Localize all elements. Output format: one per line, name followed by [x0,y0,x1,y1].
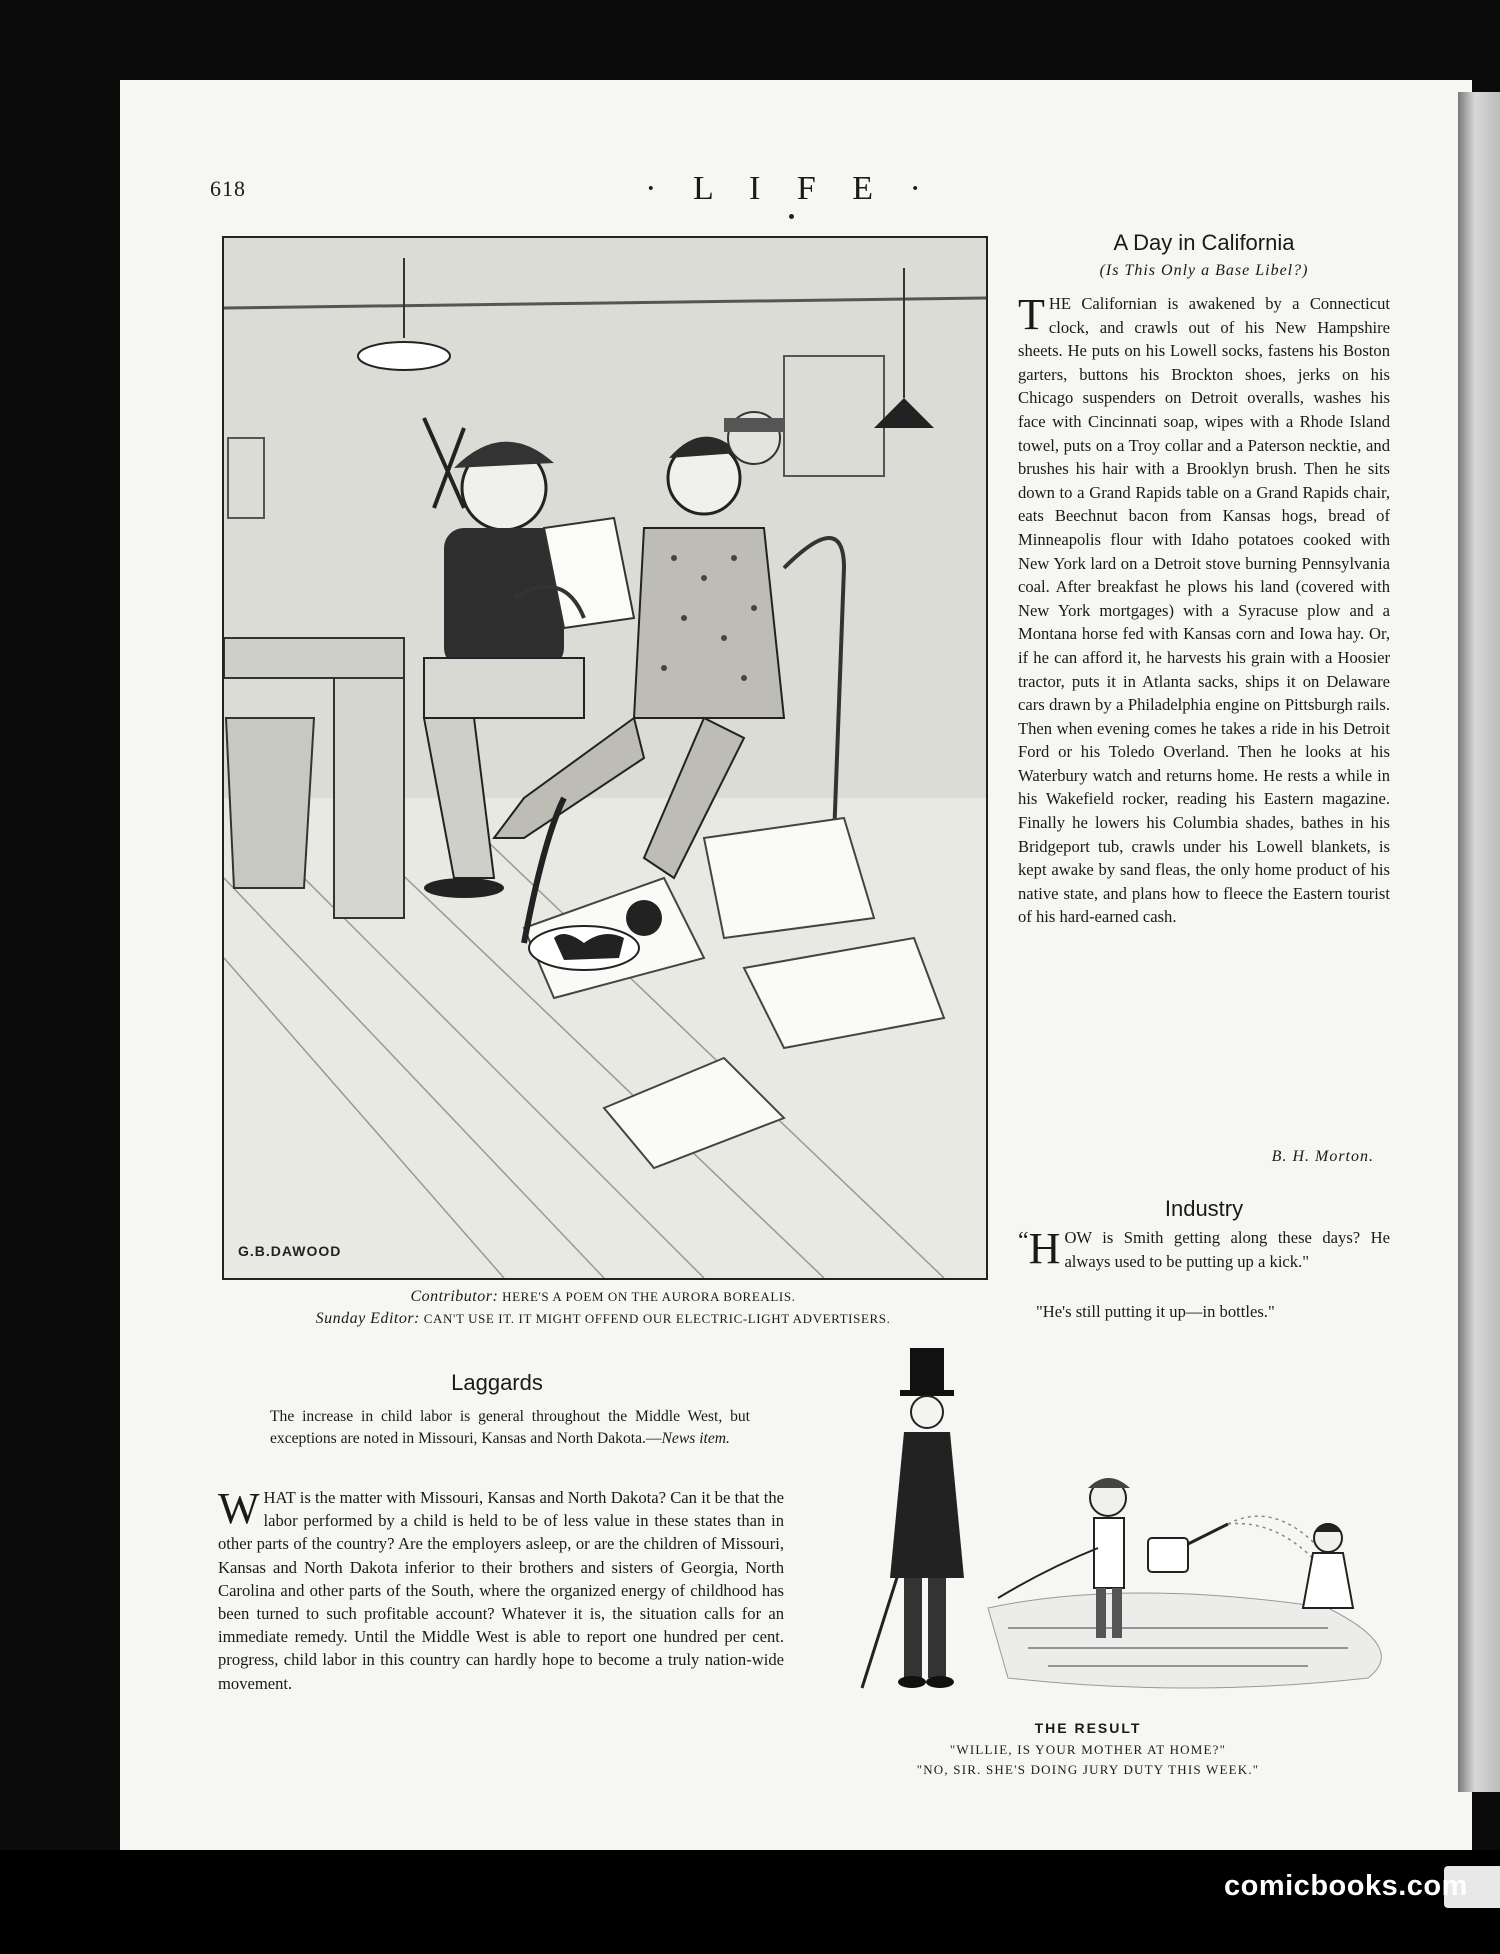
page-number: 618 [210,176,246,201]
california-byline: B. H. Morton. [1271,1148,1374,1165]
result-illustration [808,1348,1438,1718]
caption-speaker-1: Contributor: [410,1288,499,1305]
laggards-quote-source: News item. [661,1430,730,1447]
industry-dropcap: H [1028,1224,1061,1273]
masthead-title: · L I F E · [645,170,935,207]
caption-line-2 [222,1310,984,1328]
watermark-text: comicbooks.com [1224,1870,1468,1902]
result-caption-title: THE RESULT [1034,1720,1142,1736]
industry-article [1018,1226,1390,1273]
laggards-article [218,1486,784,1695]
laggards-body: HAT is the matter with Missouri, Kansas and North Dakota? Can it be that the labor performed by a child is held to be of less value in these states than in other parts of the country? Are the employers asleep, or are the children of Missouri, Kansas and North Dakota inferior to their brothers and sisters of Georgia, North Carolina and other parts of the South, where the organized energy of childhood has been turned to such profitable account? Whatever it is, the situation calls for an immediate remedy. Until the Middle West is able to report one hundred per cent. progress, child labor in this country can hardly hope to become a truly nation-wide movement. [218,1488,784,1693]
california-dropcap: T [1018,290,1045,339]
industry-reply: "He's still putting it up—in bottles." [1036,1302,1275,1321]
caption-text-1: HERE'S A POEM ON THE AURORA BOREALIS. [502,1289,796,1304]
caption-text-2: CAN'T USE IT. IT MIGHT OFFEND OUR ELECTRIC-LIGHT ADVERTISERS. [423,1311,891,1326]
result-caption-line-2: "NO, SIR. SHE'S DOING JURY DUTY THIS WEEK." [916,1762,1260,1777]
caption-speaker-2: Sunday Editor: [315,1310,420,1327]
industry-open-quote: “ [1018,1228,1029,1254]
artist-signature: G.B.DAWOOD [238,1243,342,1259]
california-body: HE Californian is awakened by a Connecticut clock, and crawls out of his New Hampshire sheets. He puts on his Lowell socks, fastens his Boston garters, buttons his Brockton shoes, jerks on his Chicago suspenders on Detroit overalls, washes his face with Cincinnati soap, wipes with a Rhode Island towel, puts on a Troy collar and a Paterson necktie, and brushes his hair with a Brooklyn brush. Then he sits down to a Grand Rapids table on a Grand Rapids chair, eats Beechnut bacon from Kansas hogs, bread of Minneapolis flour with Idaho potatoes cooked with New York lard on a Detroit stove burning Pennsylvania coal. After breakfast he plows his land (covered with New York mortgages) with a Syracuse plow and a Montana horse fed with Kansas corn and Iowa hay. Or, if he can afford it, he harvests his grain with a Hoosier tractor, puts it in Atlanta sacks, ships it on Delaware cars drawn by a Philadelphia engine on Pittsburgh rails. Then when evening comes he takes a ride in his Detroit Ford or his Toledo Overland. Then he looks at his Waterbury watch and returns home. He rests a while in his Wakefield rocker, reading his Eastern magazine. Finally he lowers his Columbia shades, bathes in his Bridgeport tub, crawls under his Lowell blankets, is kept awake by sand fleas, the only home product of his native state, and plans how to fleece the Eastern tourist of his hard-earned cash. [1018,294,1390,927]
laggards-dropcap: W [218,1484,260,1533]
industry-body: OW is Smith getting along these days? He always used to be putting up a kick." [1064,1228,1390,1271]
california-subtitle: (Is This Only a Base Libel?) [1099,262,1309,279]
masthead-ornament [789,214,794,219]
editor-office-illustration [222,236,988,1280]
laggards-title: Laggards [451,1370,543,1395]
result-drawing [808,1348,1438,1718]
california-article [1018,292,1390,929]
result-caption-line-1: "WILLIE, IS YOUR MOTHER AT HOME?" [949,1742,1227,1757]
laggards-quote: The increase in child labor is general throughout the Middle West, but exceptions are noted in Missouri, Kansas and North Dakota.— [270,1408,750,1447]
next-page-edge [1458,92,1500,1792]
california-title: A Day in California [1113,230,1295,255]
industry-title: Industry [1164,1196,1244,1221]
editor-office-drawing [224,238,986,1278]
caption-line-1 [222,1288,984,1306]
laggards-epigraph [270,1406,750,1450]
